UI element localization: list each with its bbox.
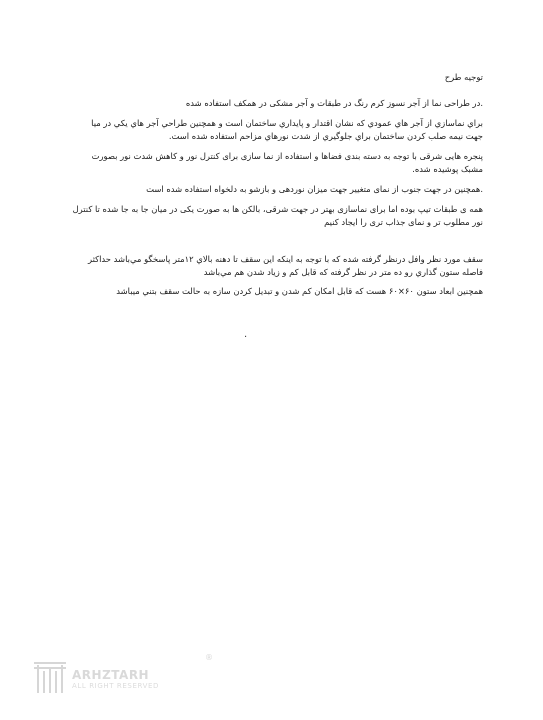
paragraph-balconies: همه ی طبقات تیپ بوده اما برای نماسازی بهتر در جهت شرقی، بالکن ها به صورت یکی در میان جا به جا شده تا کنترل نور مطلوب تر و نمای جذاب تری را ایجاد کنیم: [72, 204, 483, 227]
paragraph-vertical-bricks: براي نماسازي از آجر هاي عمودي كه نشان اقتدار و پايداري ساختمان است و همچنين طراحي آجر هاي يكي در ميا جهت نيمه صلب كردن ساختمان براي جلوگيري از شدت نورهاي مزاحم استفاده شده است.: [91, 118, 483, 141]
watermark-registered-icon: ®: [205, 653, 213, 662]
watermark-name: ARHZTARH: [72, 668, 150, 682]
paragraph-facade-bricks: .در طراحی نما از آجر نسوز کرم رنگ در طبقات و آجر مشکی در همکف استفاده شده: [185, 98, 483, 108]
watermark-subtitle: ALL RIGHT RESERVED: [72, 682, 159, 690]
document-title: توجیه طرح: [444, 72, 483, 82]
paragraph-east-windows: پنجره هایی شرقی با توجه به دسته بندی فضاها و استفاده از نما سازی برای کنترل نور و کاهش شدت نور بصورت مشبک پوشیده شده.: [91, 151, 483, 174]
paragraph-waffle-slab: سقف مورد نظر وافل درنظر گرفته شده كه با توجه به اينكه اين سقف تا دهنه بالاي ۱۲متر پاسخگو مي‌باشد حداكثر فاصله ستون گذاري رو ده متر در نظر گرفته كه قابل كم و زياد شدن هم مي‌باشد: [87, 254, 483, 277]
trailing-mark: .: [244, 329, 248, 340]
paragraph-column-size: همچنین ابعاد ستون ۶۰×۶۰ هست كه قابل امكان كم شدن و تبديل كردن سازه به حالت سقف بتني ميباشد: [116, 286, 483, 296]
paragraph-south-facade: .همچنین در جهت جنوب از نمای متغییر جهت میزان نوردهی و بازشو به دلخواه استفاده شده است: [146, 184, 483, 194]
watermark: [32, 653, 213, 695]
